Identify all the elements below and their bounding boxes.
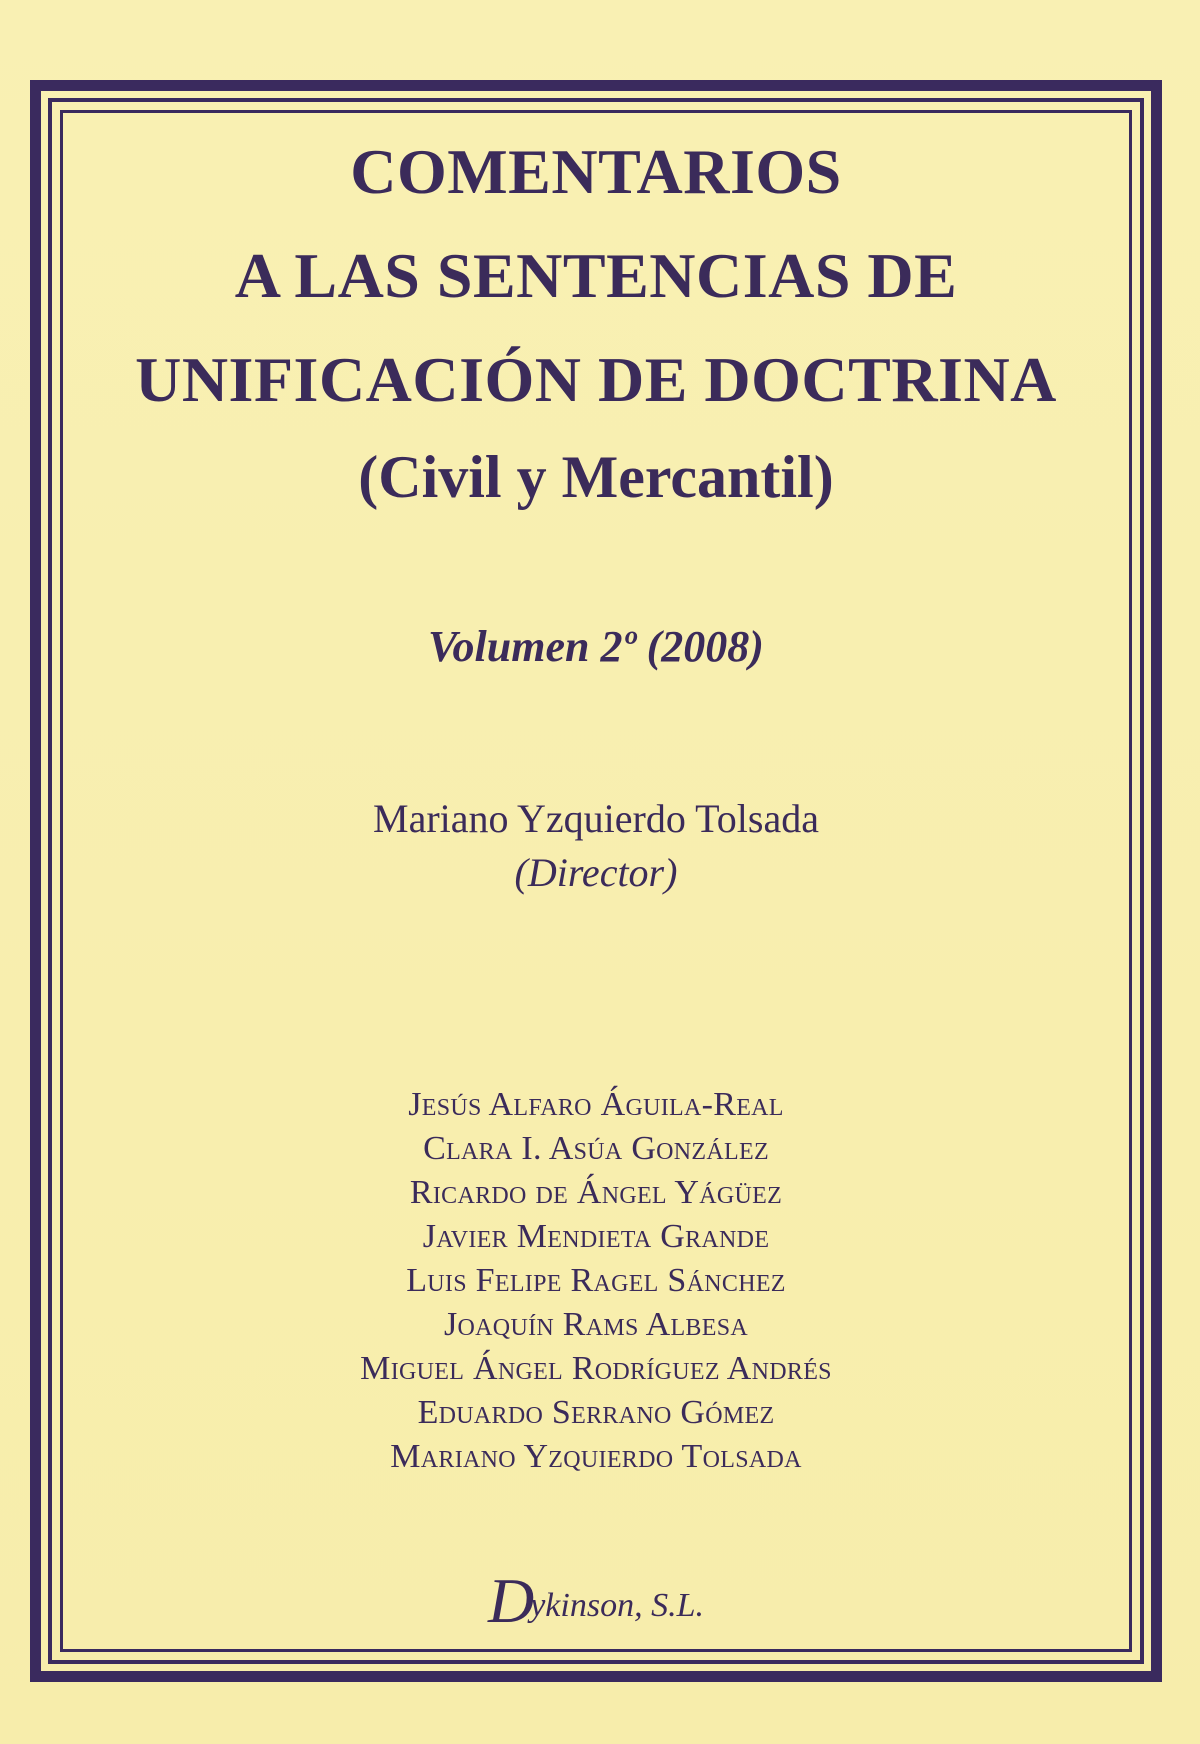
director-name: Mariano Yzquierdo Tolsada (373, 796, 819, 841)
author-item: Javier Mendieta Grande (422, 1218, 770, 1255)
author-item: Ricardo de Ángel Yágüez (409, 1174, 783, 1211)
director-role: (Director) (514, 850, 678, 895)
publisher-logo (63, 1558, 1129, 1636)
author-item: Eduardo Serrano Gómez (417, 1394, 775, 1431)
author-item: Mariano Yzquierdo Tolsada (390, 1438, 802, 1475)
title-line-2: A LAS SENTENCIAS DE (234, 240, 958, 311)
author-item: Jesús Alfaro Águila-Real (408, 1086, 784, 1123)
publisher-name: ykinson, S.L. (530, 1587, 704, 1624)
title-line-1: COMENTARIOS (350, 136, 842, 207)
author-item: Luis Felipe Ragel Sánchez (406, 1262, 786, 1299)
author-item: Clara I. Asúa González (423, 1130, 769, 1167)
author-item: Miguel Ángel Rodríguez Andrés (360, 1350, 832, 1387)
volume-label: Volumen 2º (2008) (428, 622, 764, 671)
author-item: Joaquín Rams Albesa (444, 1306, 748, 1343)
publisher-initial: D (488, 1565, 535, 1636)
subtitle: (Civil y Mercantil) (358, 444, 834, 510)
title-line-3: UNIFICACIÓN DE DOCTRINA (135, 344, 1057, 415)
author-list (63, 1083, 1129, 1479)
cover-content (63, 113, 1129, 1649)
